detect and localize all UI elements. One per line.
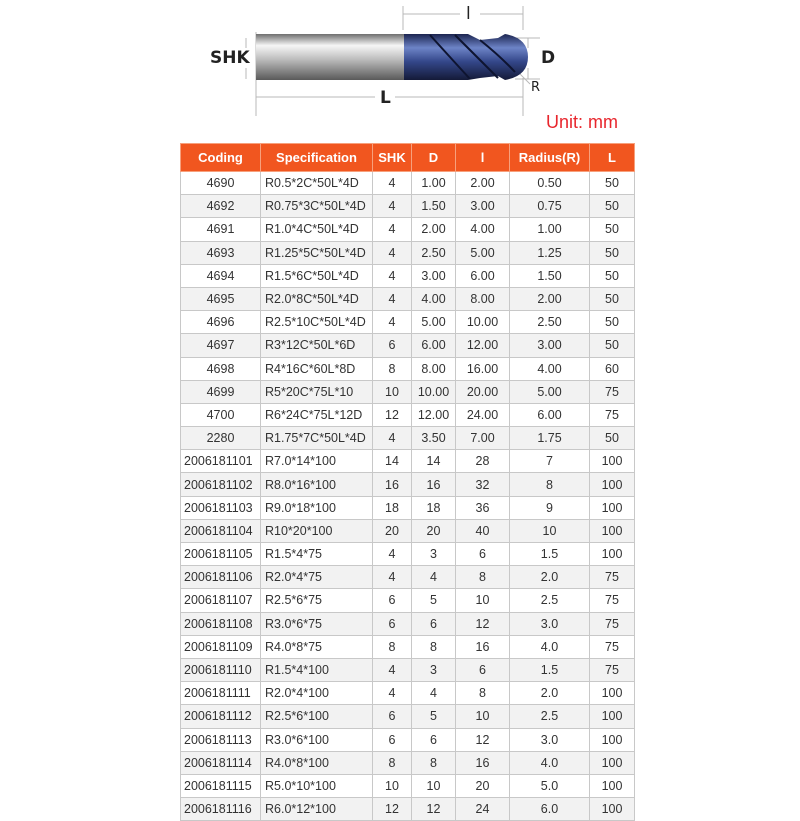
cell-l-overall: 75 [590, 403, 635, 426]
cell-radius: 6.00 [510, 403, 590, 426]
cell-d: 8.00 [412, 357, 456, 380]
cell-d: 3 [412, 658, 456, 681]
cell-d: 6 [412, 728, 456, 751]
cell-specification: R1.25*5C*50L*4D [261, 241, 373, 264]
table-row [181, 496, 635, 519]
cell-coding: 2006181106 [181, 566, 261, 589]
cell-radius: 1.00 [510, 218, 590, 241]
cell-d: 4 [412, 566, 456, 589]
cell-coding: 2280 [181, 427, 261, 450]
cell-specification: R2.0*8C*50L*4D [261, 287, 373, 310]
table-row [181, 543, 635, 566]
table-row [181, 589, 635, 612]
cell-specification: R9.0*18*100 [261, 496, 373, 519]
cell-coding: 4697 [181, 334, 261, 357]
cell-l-flute: 6 [456, 543, 510, 566]
cell-radius: 2.00 [510, 287, 590, 310]
cell-coding: 4695 [181, 287, 261, 310]
cell-radius: 2.0 [510, 682, 590, 705]
cell-specification: R1.75*7C*50L*4D [261, 427, 373, 450]
cell-shk: 4 [373, 172, 412, 195]
cell-l-flute: 24.00 [456, 403, 510, 426]
table-row [181, 473, 635, 496]
cell-specification: R7.0*14*100 [261, 450, 373, 473]
table-row [181, 658, 635, 681]
cell-shk: 10 [373, 380, 412, 403]
cell-radius: 9 [510, 496, 590, 519]
cell-radius: 5.00 [510, 380, 590, 403]
cell-coding: 2006181114 [181, 751, 261, 774]
cell-shk: 10 [373, 774, 412, 797]
table-row [181, 450, 635, 473]
cell-radius: 4.00 [510, 357, 590, 380]
cell-d: 2.00 [412, 218, 456, 241]
cell-shk: 8 [373, 751, 412, 774]
cell-shk: 4 [373, 543, 412, 566]
cell-specification: R1.0*4C*50L*4D [261, 218, 373, 241]
cell-radius: 2.50 [510, 311, 590, 334]
table-row [181, 311, 635, 334]
cell-l-flute: 36 [456, 496, 510, 519]
cell-radius: 10 [510, 519, 590, 542]
cell-specification: R5.0*10*100 [261, 774, 373, 797]
shank-body [256, 34, 406, 80]
cell-l-flute: 8 [456, 566, 510, 589]
cell-l-flute: 6 [456, 658, 510, 681]
table-row [181, 705, 635, 728]
cell-shk: 4 [373, 311, 412, 334]
cell-d: 1.00 [412, 172, 456, 195]
cell-l-overall: 75 [590, 658, 635, 681]
cell-shk: 4 [373, 682, 412, 705]
cell-l-overall: 50 [590, 427, 635, 450]
header-shk: SHK [373, 144, 412, 172]
cell-coding: 2006181108 [181, 612, 261, 635]
label-radius: R [531, 80, 541, 95]
cell-l-overall: 100 [590, 705, 635, 728]
cell-l-flute: 10 [456, 705, 510, 728]
cell-shk: 14 [373, 450, 412, 473]
coated-flutes [404, 34, 528, 80]
cell-radius: 4.0 [510, 635, 590, 658]
cell-l-flute: 32 [456, 473, 510, 496]
table-row [181, 519, 635, 542]
cell-coding: 4698 [181, 357, 261, 380]
cell-shk: 18 [373, 496, 412, 519]
cell-radius: 0.50 [510, 172, 590, 195]
cell-l-overall: 50 [590, 172, 635, 195]
cell-d: 2.50 [412, 241, 456, 264]
cell-d: 8 [412, 635, 456, 658]
cell-l-overall: 100 [590, 543, 635, 566]
cell-coding: 2006181105 [181, 543, 261, 566]
cell-l-overall: 50 [590, 241, 635, 264]
cell-specification: R3.0*6*75 [261, 612, 373, 635]
cell-d: 10 [412, 774, 456, 797]
cell-specification: R6*24C*75L*12D [261, 403, 373, 426]
cell-specification: R4.0*8*75 [261, 635, 373, 658]
cell-specification: R4*16C*60L*8D [261, 357, 373, 380]
cell-l-overall: 75 [590, 566, 635, 589]
cell-specification: R2.0*4*100 [261, 682, 373, 705]
table-row [181, 218, 635, 241]
cell-l-overall: 100 [590, 496, 635, 519]
cell-shk: 6 [373, 728, 412, 751]
cell-coding: 4696 [181, 311, 261, 334]
cell-l-flute: 3.00 [456, 195, 510, 218]
cell-l-flute: 8.00 [456, 287, 510, 310]
cell-l-overall: 50 [590, 264, 635, 287]
cell-l-overall: 100 [590, 798, 635, 821]
cell-l-flute: 12 [456, 728, 510, 751]
cell-l-flute: 20.00 [456, 380, 510, 403]
cell-l-flute: 10.00 [456, 311, 510, 334]
table-row [181, 682, 635, 705]
table-row [181, 774, 635, 797]
cell-specification: R2.5*10C*50L*4D [261, 311, 373, 334]
cell-shk: 6 [373, 334, 412, 357]
cell-coding: 2006181116 [181, 798, 261, 821]
cell-l-flute: 12 [456, 612, 510, 635]
cell-l-flute: 4.00 [456, 218, 510, 241]
cell-l-flute: 16 [456, 635, 510, 658]
cell-specification: R8.0*16*100 [261, 473, 373, 496]
cell-radius: 1.25 [510, 241, 590, 264]
cell-coding: 4694 [181, 264, 261, 287]
table-row [181, 798, 635, 821]
cell-l-overall: 75 [590, 635, 635, 658]
cell-coding: 4699 [181, 380, 261, 403]
cell-l-flute: 8 [456, 682, 510, 705]
cell-shk: 16 [373, 473, 412, 496]
specification-table [180, 143, 635, 821]
cell-shk: 8 [373, 635, 412, 658]
cell-d: 5.00 [412, 311, 456, 334]
cell-d: 3 [412, 543, 456, 566]
cell-d: 14 [412, 450, 456, 473]
cell-radius: 3.0 [510, 612, 590, 635]
header-coding: Coding [181, 144, 261, 172]
cell-specification: R10*20*100 [261, 519, 373, 542]
cell-d: 5 [412, 589, 456, 612]
cell-coding: 2006181101 [181, 450, 261, 473]
cell-shk: 20 [373, 519, 412, 542]
cell-coding: 2006181103 [181, 496, 261, 519]
cell-shk: 6 [373, 705, 412, 728]
cell-shk: 12 [373, 403, 412, 426]
cell-radius: 2.0 [510, 566, 590, 589]
label-shk: SHK [210, 48, 250, 68]
cell-shk: 4 [373, 658, 412, 681]
cell-specification: R1.5*6C*50L*4D [261, 264, 373, 287]
header-l-flute: l [456, 144, 510, 172]
header-radius: Radius(R) [510, 144, 590, 172]
cell-l-flute: 12.00 [456, 334, 510, 357]
cell-radius: 2.5 [510, 705, 590, 728]
cell-coding: 2006181111 [181, 682, 261, 705]
table-row [181, 287, 635, 310]
cell-specification: R0.5*2C*50L*4D [261, 172, 373, 195]
table-row [181, 195, 635, 218]
table-row [181, 635, 635, 658]
cell-d: 3.50 [412, 427, 456, 450]
cell-d: 20 [412, 519, 456, 542]
cell-radius: 0.75 [510, 195, 590, 218]
cell-l-overall: 75 [590, 380, 635, 403]
cell-radius: 5.0 [510, 774, 590, 797]
table-row [181, 357, 635, 380]
cell-specification: R0.75*3C*50L*4D [261, 195, 373, 218]
cell-shk: 4 [373, 241, 412, 264]
cell-l-overall: 50 [590, 311, 635, 334]
ball-end-mill-illustration [0, 0, 800, 120]
cell-l-flute: 20 [456, 774, 510, 797]
cell-d: 16 [412, 473, 456, 496]
cell-l-overall: 50 [590, 287, 635, 310]
cell-l-flute: 16 [456, 751, 510, 774]
table-row [181, 334, 635, 357]
cell-shk: 6 [373, 589, 412, 612]
cell-specification: R4.0*8*100 [261, 751, 373, 774]
cell-radius: 8 [510, 473, 590, 496]
cell-shk: 4 [373, 264, 412, 287]
cell-shk: 6 [373, 612, 412, 635]
cell-d: 12 [412, 798, 456, 821]
cell-specification: R1.5*4*75 [261, 543, 373, 566]
cell-d: 12.00 [412, 403, 456, 426]
cell-specification: R2.5*6*75 [261, 589, 373, 612]
cell-l-overall: 100 [590, 728, 635, 751]
cell-radius: 2.5 [510, 589, 590, 612]
table-header-row [181, 144, 635, 172]
table-row [181, 751, 635, 774]
end-mill-diagram [0, 0, 800, 120]
table-row [181, 427, 635, 450]
cell-coding: 4691 [181, 218, 261, 241]
cell-l-overall: 75 [590, 589, 635, 612]
cell-l-overall: 50 [590, 218, 635, 241]
table-row [181, 264, 635, 287]
cell-specification: R3.0*6*100 [261, 728, 373, 751]
table-row [181, 612, 635, 635]
cell-radius: 3.00 [510, 334, 590, 357]
cell-shk: 12 [373, 798, 412, 821]
cell-coding: 4700 [181, 403, 261, 426]
cell-d: 5 [412, 705, 456, 728]
cell-shk: 4 [373, 427, 412, 450]
cell-l-overall: 100 [590, 473, 635, 496]
cell-d: 6.00 [412, 334, 456, 357]
table-row [181, 728, 635, 751]
cell-coding: 4692 [181, 195, 261, 218]
cell-l-overall: 50 [590, 195, 635, 218]
cell-l-overall: 100 [590, 751, 635, 774]
cell-coding: 2006181104 [181, 519, 261, 542]
cell-l-flute: 24 [456, 798, 510, 821]
label-diameter: D [541, 48, 556, 68]
cell-radius: 7 [510, 450, 590, 473]
cell-radius: 1.50 [510, 264, 590, 287]
cell-specification: R3*12C*50L*6D [261, 334, 373, 357]
cell-l-overall: 50 [590, 334, 635, 357]
cell-l-overall: 75 [590, 612, 635, 635]
cell-l-flute: 5.00 [456, 241, 510, 264]
cell-d: 3.00 [412, 264, 456, 287]
cell-coding: 2006181109 [181, 635, 261, 658]
cell-specification: R6.0*12*100 [261, 798, 373, 821]
cell-shk: 8 [373, 357, 412, 380]
cell-d: 1.50 [412, 195, 456, 218]
table-row [181, 172, 635, 195]
cell-d: 8 [412, 751, 456, 774]
cell-l-flute: 6.00 [456, 264, 510, 287]
header-l-overall: L [590, 144, 635, 172]
cell-l-flute: 28 [456, 450, 510, 473]
cell-shk: 4 [373, 287, 412, 310]
cell-coding: 4690 [181, 172, 261, 195]
header-specification: Specification [261, 144, 373, 172]
cell-specification: R2.5*6*100 [261, 705, 373, 728]
cell-d: 6 [412, 612, 456, 635]
cell-shk: 4 [373, 218, 412, 241]
cell-coding: 2006181102 [181, 473, 261, 496]
cell-radius: 4.0 [510, 751, 590, 774]
cell-l-flute: 16.00 [456, 357, 510, 380]
unit-label: Unit: mm [546, 112, 618, 132]
cell-l-overall: 100 [590, 519, 635, 542]
table-row [181, 380, 635, 403]
table-row [181, 403, 635, 426]
cell-l-flute: 2.00 [456, 172, 510, 195]
cell-l-overall: 100 [590, 682, 635, 705]
cell-specification: R1.5*4*100 [261, 658, 373, 681]
label-flute-length: l [466, 4, 471, 24]
cell-coding: 2006181107 [181, 589, 261, 612]
cell-l-flute: 40 [456, 519, 510, 542]
cell-l-overall: 100 [590, 774, 635, 797]
label-overall-length: L [380, 88, 391, 108]
cell-radius: 3.0 [510, 728, 590, 751]
cell-d: 18 [412, 496, 456, 519]
cell-l-overall: 60 [590, 357, 635, 380]
cell-radius: 1.75 [510, 427, 590, 450]
cell-l-flute: 7.00 [456, 427, 510, 450]
cell-radius: 6.0 [510, 798, 590, 821]
cell-radius: 1.5 [510, 658, 590, 681]
header-d: D [412, 144, 456, 172]
cell-d: 4.00 [412, 287, 456, 310]
cell-radius: 1.5 [510, 543, 590, 566]
cell-d: 10.00 [412, 380, 456, 403]
cell-coding: 4693 [181, 241, 261, 264]
cell-coding: 2006181112 [181, 705, 261, 728]
table-row [181, 241, 635, 264]
cell-l-overall: 100 [590, 450, 635, 473]
cell-coding: 2006181113 [181, 728, 261, 751]
cell-coding: 2006181110 [181, 658, 261, 681]
cell-specification: R2.0*4*75 [261, 566, 373, 589]
cell-coding: 2006181115 [181, 774, 261, 797]
cell-d: 4 [412, 682, 456, 705]
cell-shk: 4 [373, 195, 412, 218]
cell-shk: 4 [373, 566, 412, 589]
cell-l-flute: 10 [456, 589, 510, 612]
table-row [181, 566, 635, 589]
cell-specification: R5*20C*75L*10 [261, 380, 373, 403]
